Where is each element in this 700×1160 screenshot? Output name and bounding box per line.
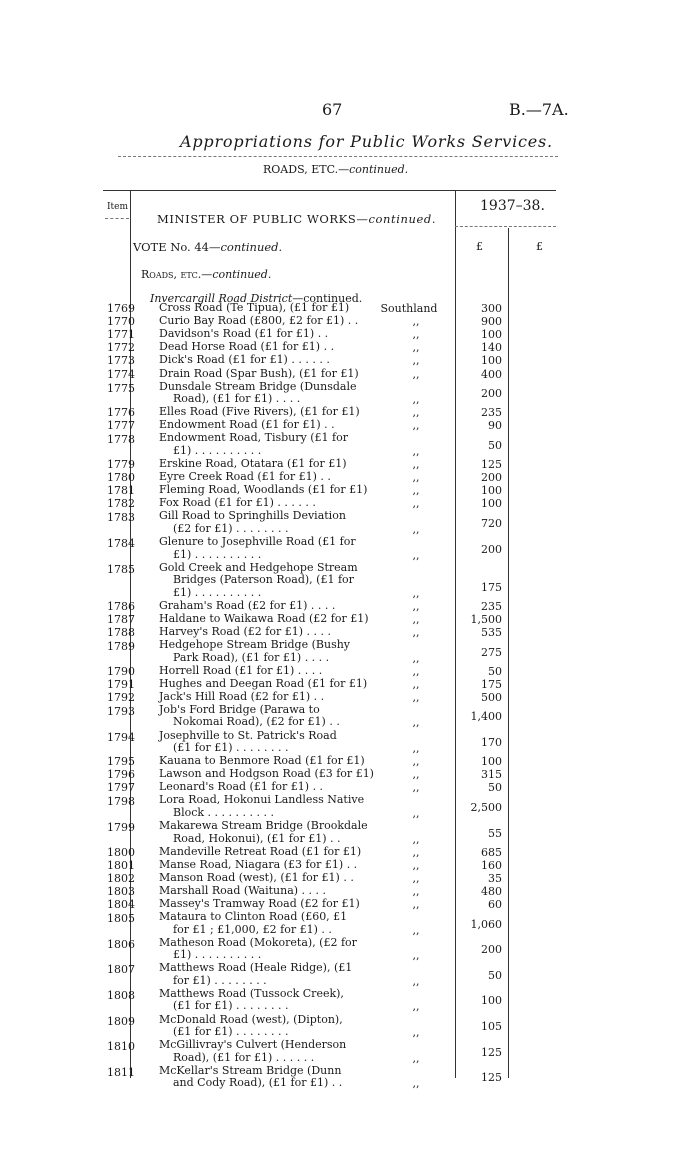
item-description — [159, 405, 360, 419]
item-amount: 685 — [481, 845, 502, 859]
ministry-main: MINISTER OF PUBLIC WORKS— — [157, 212, 369, 226]
item-amount: 900 — [481, 315, 502, 329]
description-line: £1) . . . . . . . . . . — [173, 443, 262, 457]
amount-column-rule-mid — [508, 228, 509, 1078]
item-number: 1782 — [107, 497, 135, 511]
item-number: 1794 — [107, 730, 135, 744]
description-line: (£1 for £1) . . . . . . . . — [173, 741, 289, 754]
item-description — [159, 639, 352, 664]
item-district: ,, — [412, 444, 420, 458]
item-number: 1786 — [107, 599, 135, 613]
item-number: 1808 — [107, 988, 135, 1002]
item-district: ,, — [412, 599, 420, 613]
item-district: ,, — [412, 625, 420, 639]
item-description — [159, 857, 358, 872]
item-description — [159, 793, 365, 819]
item-description — [159, 730, 352, 755]
item-number: 1787 — [107, 612, 135, 626]
description-line: Matthews Road (Heale Ridge), (£1 — [159, 961, 353, 975]
description-line: Bridges (Paterson Road), (£1 for — [173, 573, 354, 587]
item-amount: 160 — [481, 858, 502, 872]
item-amount: 175 — [481, 580, 502, 594]
item-district: ,, — [412, 949, 420, 963]
item-district: ,, — [412, 471, 420, 485]
item-amount: 315 — [481, 768, 502, 782]
item-number: 1788 — [107, 625, 135, 639]
description-line: Lawson and Hodgson Road (£3 for £1) — [159, 767, 374, 781]
ministry-continued: continued. — [368, 212, 437, 226]
item-column-header: Item — [107, 202, 129, 212]
item-number: 1796 — [107, 768, 135, 782]
item-number: 1780 — [107, 471, 135, 485]
item-description — [159, 535, 356, 561]
description-line: £1) . . . . . . . . . . — [173, 585, 262, 599]
item-number: 1773 — [107, 354, 135, 368]
item-description — [159, 781, 352, 794]
description-line: £1) . . . . . . . . . . — [173, 948, 262, 962]
item-description — [159, 844, 362, 859]
description-line: Lora Road, Hokonui Landless Native — [159, 793, 365, 807]
item-number: 1771 — [107, 328, 135, 342]
description-line: Marshall Road (Waituna) . . . . — [159, 883, 327, 897]
item-district: ,, — [412, 781, 420, 795]
item-district: ,, — [412, 1051, 420, 1065]
item-description — [159, 483, 368, 497]
vote-main: VOTE No. 44— — [133, 240, 221, 254]
description-line: Block . . . . . . . . . . — [173, 805, 274, 819]
item-description — [159, 897, 360, 911]
description-line: Dunsdale Stream Bridge (Dunsdale — [159, 379, 357, 393]
description-line: McDonald Road (west), (Dipton), — [159, 1012, 343, 1026]
item-description — [159, 458, 352, 471]
item-description — [159, 560, 358, 600]
item-description — [159, 626, 352, 639]
item-amount: 235 — [481, 406, 502, 420]
description-line: Endowment Road, Tisbury (£1 for — [159, 431, 348, 445]
item-description — [159, 754, 365, 768]
document-reference: B.—7A. — [509, 100, 569, 119]
item-district: ,, — [412, 548, 420, 562]
item-number: 1778 — [107, 433, 135, 447]
item-amount: 300 — [481, 302, 502, 315]
item-number: 1799 — [107, 821, 135, 834]
item-amount: 100 — [481, 994, 502, 1008]
item-description — [159, 988, 352, 1013]
item-number: 1804 — [107, 898, 135, 911]
item-amount: 480 — [481, 884, 502, 898]
item-amount: 90 — [488, 419, 502, 433]
description-line: for £1) . . . . . . . . — [173, 973, 267, 987]
item-description — [159, 419, 352, 432]
item-amount: 200 — [481, 387, 502, 401]
item-district: ,, — [412, 832, 420, 846]
item-description — [159, 665, 352, 678]
description-line: Glenure to Josephville Road (£1 for — [159, 535, 356, 548]
description-line: Hedgehope Stream Bridge (Bushy — [159, 638, 351, 651]
year-header-rule — [455, 226, 556, 227]
vote-heading — [133, 240, 282, 254]
description-line: Nokomai Road), (£2 for £1) . . — [173, 715, 340, 729]
item-number: 1800 — [107, 845, 135, 859]
item-description — [159, 328, 352, 341]
description-line: and Cody Road), (£1 for £1) . . — [173, 1076, 343, 1090]
item-amount: 125 — [481, 458, 502, 471]
title-rule — [118, 156, 558, 157]
item-description — [159, 767, 374, 781]
item-district: ,, — [412, 898, 420, 911]
item-district: ,, — [412, 806, 420, 820]
description-line: Drain Road (Spar Bush), (£1 for £1) — [159, 366, 359, 380]
item-description — [159, 704, 352, 729]
item-amount: 1,400 — [470, 710, 502, 724]
item-district: ,, — [412, 664, 420, 678]
item-district: ,, — [412, 1077, 420, 1091]
item-description — [159, 1065, 352, 1090]
description-line: Josephville to St. Patrick's Road — [159, 728, 337, 742]
item-amount: 55 — [488, 826, 502, 840]
item-district: ,, — [412, 974, 420, 988]
item-district: ,, — [412, 354, 420, 368]
item-amount: 140 — [481, 341, 502, 355]
description-line: (£2 for £1) . . . . . . . . — [173, 521, 289, 535]
item-number: 1811 — [107, 1065, 135, 1079]
item-amount: 50 — [488, 968, 502, 982]
item-district: ,, — [412, 923, 420, 937]
description-line: Harvey's Road (£2 for £1) . . . . — [159, 624, 332, 638]
description-line: McKellar's Stream Bridge (Dunn — [159, 1063, 342, 1077]
item-district: ,, — [412, 484, 420, 498]
description-line: Matheson Road (Mokoreta), (£2 for — [159, 935, 357, 949]
item-number: 1783 — [107, 511, 135, 525]
description-line: Mataura to Clinton Road (£60, £1 — [159, 910, 348, 924]
description-line: Gold Creek and Hedgehope Stream — [159, 560, 358, 574]
description-line: Horrell Road (£1 for £1) . . . . — [159, 663, 323, 677]
description-line: McGillivray's Culvert (Henderson — [159, 1038, 347, 1052]
item-amount: 175 — [481, 677, 502, 691]
description-line: Fleming Road, Woodlands (£1 for £1) — [159, 483, 368, 497]
item-description — [159, 1014, 352, 1039]
item-amount: 200 — [481, 471, 502, 485]
item-district: ,, — [412, 755, 420, 769]
item-district: ,, — [412, 651, 420, 665]
description-line: Massey's Tramway Road (£2 for £1) — [159, 897, 360, 910]
district-continued: —continued. — [292, 292, 363, 305]
item-amount: 400 — [481, 367, 502, 381]
description-line: for £1 ; £1,000, £2 for £1) . . — [173, 922, 332, 936]
item-amount: 100 — [481, 755, 502, 769]
item-amount: 35 — [488, 871, 502, 885]
item-district: ,, — [412, 328, 420, 342]
item-district: ,, — [412, 716, 420, 730]
item-amount: 105 — [481, 1020, 502, 1033]
item-number: 1769 — [107, 302, 135, 315]
description-line: Road), (£1 for £1) . . . . — [173, 392, 301, 406]
item-number: 1798 — [107, 795, 135, 809]
item-number: 1792 — [107, 690, 135, 704]
description-line: Matthews Road (Tussock Creek), — [159, 986, 344, 1000]
item-district: ,, — [412, 690, 420, 704]
description-line: (£1 for £1) . . . . . . . . — [173, 999, 289, 1013]
item-number: 1791 — [107, 677, 135, 691]
item-number: 1789 — [107, 640, 135, 653]
vote-continued: continued. — [220, 240, 283, 254]
subtitle-main: ROADS, ETC.— — [263, 163, 350, 176]
item-district: ,, — [412, 458, 420, 471]
item-number: 1790 — [107, 664, 135, 678]
item-description — [159, 676, 368, 691]
item-amount: 100 — [481, 497, 502, 511]
item-amount: 500 — [481, 690, 502, 704]
item-amount: 50 — [488, 664, 502, 678]
item-number: 1801 — [107, 858, 135, 872]
item-district: ,, — [412, 341, 420, 355]
item-amount: 1,500 — [470, 612, 502, 626]
table-top-rule — [103, 190, 556, 191]
item-description — [159, 962, 352, 987]
item-district: ,, — [412, 871, 420, 885]
item-description — [159, 872, 352, 885]
section-subtitle — [263, 163, 408, 176]
description-line: Manse Road, Niagara (£3 for £1) . . — [159, 857, 358, 871]
item-district: ,, — [412, 497, 420, 511]
item-district: ,, — [412, 677, 420, 691]
item-number: 1806 — [107, 937, 135, 951]
ministry-heading — [157, 212, 436, 226]
district-name: Invercargill Road District — [150, 292, 293, 305]
item-number: 1802 — [107, 871, 135, 885]
item-amount: 275 — [481, 645, 502, 659]
description-line: Road), (£1 for £1) . . . . . . — [173, 1050, 315, 1064]
item-district: Southland — [380, 302, 438, 315]
item-district: ,, — [412, 845, 420, 859]
item-number: 1777 — [107, 419, 135, 433]
description-line: Eyre Creek Road (£1 for £1) . . — [159, 470, 331, 484]
amount-column-rule-left — [455, 190, 456, 1078]
item-district: ,, — [412, 367, 420, 381]
item-amount: 1,060 — [470, 917, 502, 931]
description-line: Gill Road to Springhills Deviation — [159, 509, 346, 523]
item-amount: 200 — [481, 542, 502, 556]
item-description — [159, 471, 352, 484]
item-description — [159, 314, 359, 328]
item-description — [159, 1039, 352, 1064]
description-line: Graham's Road (£2 for £1) . . . . — [159, 598, 336, 612]
item-header-rule — [105, 218, 129, 219]
item-description — [159, 911, 352, 936]
page-title: Appropriations for Public Works Services. — [180, 132, 553, 151]
description-line: Leonard's Road (£1 for £1) . . — [159, 780, 324, 794]
item-description — [159, 935, 357, 962]
item-district: ,, — [412, 406, 420, 420]
item-amount: 2,500 — [470, 800, 502, 814]
description-line: Manson Road (west), (£1 for £1) . . — [159, 870, 354, 884]
item-number: 1775 — [107, 381, 135, 395]
item-amount: 100 — [481, 484, 502, 498]
item-district: ,, — [412, 393, 420, 407]
item-number: 1774 — [107, 367, 135, 381]
item-district: ,, — [412, 419, 420, 433]
item-number: 1785 — [107, 562, 135, 576]
description-line: Elles Road (Five Rivers), (£1 for £1) — [159, 405, 360, 419]
item-description — [159, 691, 352, 704]
description-line: Jack's Hill Road (£2 for £1) . . — [159, 689, 325, 703]
item-number: 1809 — [107, 1014, 135, 1028]
item-amount: 125 — [481, 1071, 502, 1085]
item-description — [159, 497, 352, 510]
description-line: Hughes and Deegan Road (£1 for £1) — [159, 676, 368, 690]
item-district: ,, — [412, 586, 420, 600]
currency-header-2: £ — [536, 240, 543, 253]
item-amount: 100 — [481, 328, 502, 342]
item-district: ,, — [412, 742, 420, 755]
subtitle-continued: continued. — [349, 163, 409, 176]
description-line: Park Road), (£1 for £1) . . . . — [173, 650, 330, 664]
item-district: ,, — [412, 884, 420, 898]
item-amount: 170 — [481, 736, 502, 749]
description-line: Fox Road (£1 for £1) . . . . . . — [159, 496, 316, 510]
roads-subheading — [141, 268, 271, 281]
item-amount: 535 — [481, 625, 502, 639]
description-line: Endowment Road (£1 for £1) . . — [159, 418, 335, 432]
item-district: ,, — [412, 612, 420, 626]
item-district: ,, — [412, 315, 420, 329]
item-amount: 50 — [488, 781, 502, 795]
item-amount: 125 — [481, 1045, 502, 1059]
item-number: 1805 — [107, 912, 135, 926]
description-line: Road, Hokonui), (£1 for £1) . . — [173, 831, 341, 845]
item-district: ,, — [412, 1026, 420, 1039]
item-amount: 50 — [488, 438, 502, 452]
roads-continued: continued. — [212, 268, 272, 281]
description-line: Dick's Road (£1 for £1) . . . . . . — [159, 353, 330, 367]
item-number: 1795 — [107, 755, 135, 769]
item-amount: 100 — [481, 354, 502, 368]
item-number: 1779 — [107, 458, 135, 471]
description-line: Dead Horse Road (£1 for £1) . . — [159, 340, 335, 354]
item-amount: 200 — [481, 943, 502, 957]
roads-main: Roads, etc.— — [141, 268, 213, 281]
item-amount: 60 — [488, 898, 502, 911]
item-number: 1776 — [107, 406, 135, 420]
description-line: Cross Road (Te Tipua), (£1 for £1) — [159, 301, 350, 314]
currency-header-1: £ — [476, 240, 483, 253]
description-line: £1) . . . . . . . . . . — [173, 547, 262, 561]
description-line: Davidson's Road (£1 for £1) . . — [159, 327, 329, 341]
item-description — [159, 379, 357, 406]
item-number: 1781 — [107, 484, 135, 498]
item-number: 1793 — [107, 704, 135, 718]
item-description — [159, 302, 352, 315]
item-amount: 720 — [481, 516, 502, 530]
item-district: ,, — [412, 522, 420, 536]
item-description — [159, 600, 352, 613]
item-description — [159, 510, 352, 535]
page-number: 67 — [322, 100, 343, 119]
item-description — [159, 354, 352, 367]
description-line: Haldane to Waikawa Road (£2 for £1) — [159, 611, 369, 625]
description-line: Erskine Road, Otatara (£1 for £1) — [159, 457, 347, 470]
description-line: (£1 for £1) . . . . . . . . — [173, 1025, 289, 1038]
item-description — [159, 885, 352, 898]
description-line: Kauana to Benmore Road (£1 for £1) — [159, 754, 365, 768]
item-description — [159, 366, 359, 381]
item-number: 1784 — [107, 537, 135, 550]
item-amount: 235 — [481, 599, 502, 613]
item-description — [159, 819, 368, 845]
item-description — [159, 611, 369, 626]
item-number: 1772 — [107, 341, 135, 355]
item-number: 1807 — [107, 963, 135, 977]
description-line: Mandeville Retreat Road (£1 for £1) — [159, 844, 362, 858]
item-number: 1770 — [107, 315, 135, 329]
item-district: ,, — [412, 858, 420, 872]
year-column-header: 1937–38. — [480, 198, 545, 214]
item-number: 1797 — [107, 781, 135, 795]
item-description — [159, 432, 352, 457]
item-district: ,, — [412, 768, 420, 782]
description-line: Makarewa Stream Bridge (Brookdale — [159, 819, 368, 832]
item-number: 1810 — [107, 1040, 135, 1054]
item-district: ,, — [412, 1000, 420, 1014]
item-description — [159, 341, 352, 354]
description-line: Job's Ford Bridge (Parawa to — [159, 702, 320, 716]
item-number: 1803 — [107, 884, 135, 898]
description-line: Curio Bay Road (£800, £2 for £1) . . — [159, 314, 359, 328]
